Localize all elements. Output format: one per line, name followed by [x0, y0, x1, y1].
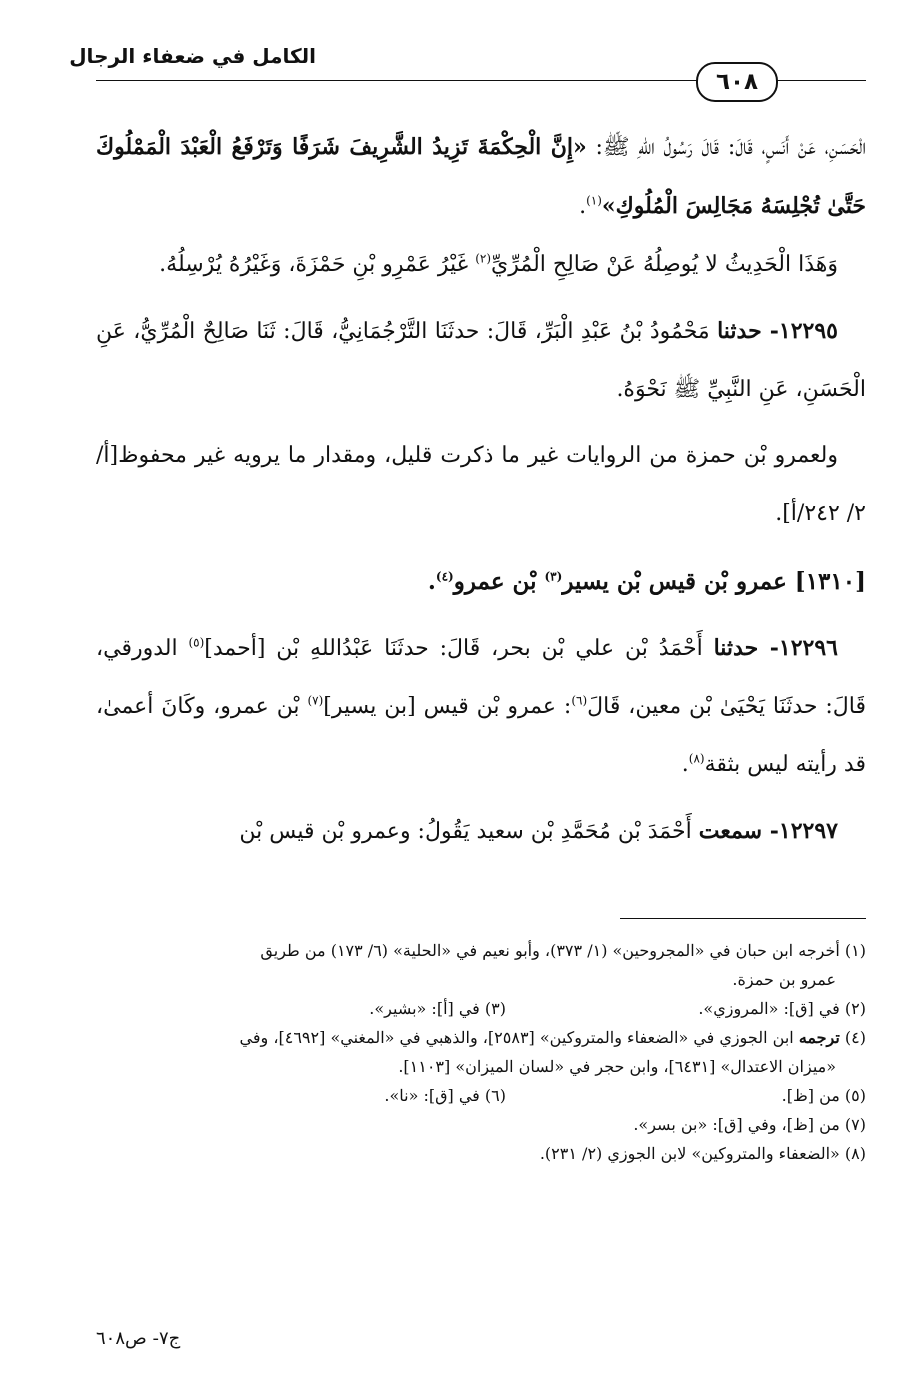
heading-text: . — [427, 568, 436, 595]
heading-text: بْن عمرو — [453, 568, 545, 595]
text-run: : عمرو بْن قيس [بن يسير] — [323, 694, 572, 719]
main-text — [96, 118, 866, 861]
heading-text: [١٣١٠] عمرو بْن قيس بْن يسير — [562, 568, 866, 595]
footnote-ref: (٥) — [188, 635, 205, 650]
narration-lead: سمعت — [698, 818, 763, 844]
footnote-4-continuation: «ميزان الاعتدال» [٦٤٣١]، وابن حجر في «لسان الميزان» [١١٠٣]. — [398, 1057, 836, 1076]
footnote-ref: (٨) — [688, 751, 705, 766]
text-run: غَيْرُ عَمْرِو بْنِ حَمْزَةَ، وَغَيْرُهُ يُرْسِلُهُ. — [159, 252, 476, 277]
narration-number: ١٢٢٩٥- — [761, 318, 838, 344]
text-run: . — [681, 752, 689, 777]
volume-page-reference: ج٧- ص٦٠٨ — [96, 1328, 181, 1349]
hadith-quote: «إِنَّ الْحِكْمَةَ تَزِيدُ الشَّرِيفَ شَرَفًا وَتَرْفَعُ الْعَبْدَ الْمَمْلُوكَ حَتَّىٰ تُجْلِسَهُ مَجَالِسَ الْمُلُوكِ» — [96, 134, 866, 219]
footnote-ref: (٦) — [571, 693, 588, 708]
footnote-separator — [620, 918, 866, 919]
footnote-3: (٣) في [أ]: «بشير». — [369, 999, 506, 1018]
footnote-8: (٨) «الضعفاء والمتروكين» لابن الجوزي (٢/ ٢٣١). — [539, 1144, 866, 1163]
footnote-2: (٢) في [ق]: «المروزي». — [698, 999, 866, 1018]
footnote-ref: (٣) — [544, 569, 563, 584]
footnote-text: ابن الجوزي في «الضعفاء والمتروكين» [٢٥٨٣]، والذهبي في «المغني» [٤٦٩٢]، وفي — [239, 1028, 799, 1047]
text-run: الْحَسَنِ، عَنْ أَنَسٍ، قَالَ: قَالَ رَسُولُ اللهِ ﷺ: — [586, 135, 867, 160]
footnote-row-2-3 — [96, 994, 866, 1023]
text-run: أَحْمَدَ بْن مُحَمَّدِ بْن سعيد يَقُولُ: وعمرو بْن قيس بْن — [239, 819, 699, 844]
manuscript-ref: [أ/ ٢/ ٢٤٢/أ]. — [96, 443, 866, 526]
paragraph-narration-12295 — [96, 302, 866, 419]
footnote-ref: (٤) — [435, 569, 454, 584]
footnote-lead: ترجمه — [798, 1028, 840, 1047]
paragraph-comment — [96, 236, 866, 294]
paragraph-narration-12296 — [96, 619, 866, 794]
narration-lead: حدثنا — [717, 318, 762, 344]
text-run: مَحْمُودُ بْنُ عَبْدِ الْبَرِّ، قَالَ: حدثَنَا التَّرْجُمَانِيُّ، قَالَ: ثَنَا صَالِحٌ الْمُرِّيُّ، عَنِ الْحَسَنِ، عَنِ النَّبِيِّ ﷺ نَحْوَهُ. — [96, 319, 866, 402]
text-run: أَحْمَدُ بْن علي بْن بحر، قَالَ: حدثَنَا عَبْدُاللهِ بْن [أحمد] — [204, 636, 714, 661]
footnote-ref: (٢) — [475, 251, 492, 266]
paragraph-narration-12297 — [96, 802, 866, 861]
text-run: وَهَذَا الْحَدِيثُ لا يُوصِلُهُ عَنْ صَالِحِ الْمُرِّيِّ — [491, 252, 838, 277]
footnote-1: (١) أخرجه ابن حبان في «المجروحين» (١/ ٣٧٣)، وأبو نعيم في «الحلية» (٦/ ١٧٣) من طريق — [260, 941, 866, 960]
footnote-4 — [96, 1023, 866, 1052]
running-header-title: الكامل في ضعفاء الرجال — [69, 44, 316, 68]
paragraph-remark — [96, 427, 866, 543]
text-run: . — [579, 194, 587, 219]
paragraph-hadith-text — [96, 118, 866, 236]
text-run: الدورقي، قَالَ: حدثَنَا يَحْيَىٰ بْن معين، قَالَ — [96, 636, 867, 719]
text-run: ولعمرو بْن حمزة من الروايات غير ما ذكرت قليل، ومقدار ما يرويه غير محفوظ — [118, 443, 838, 468]
footnote-5: (٥) من [ظ]. — [781, 1086, 866, 1105]
footnote-ref: (٧) — [307, 693, 324, 708]
footnote-1-continuation: عمرو بن حمزة. — [732, 970, 836, 989]
narration-lead: حدثنا — [713, 635, 759, 661]
footnote-row-5-6 — [96, 1081, 866, 1110]
footnotes — [96, 936, 866, 1168]
narration-number: ١٢٢٩٧- — [762, 818, 838, 844]
footnote-number: (٤) — [839, 1028, 866, 1047]
footnote-6: (٦) في [ق]: «نا». — [384, 1086, 506, 1105]
page-number-badge: ٦٠٨ — [696, 62, 778, 102]
footnote-7: (٧) من [ظ]، وفي [ق]: «بن بسر». — [633, 1115, 866, 1134]
narration-number: ١٢٢٩٦- — [758, 635, 838, 661]
text-run: بْن عمرو، وكَانَ أعمىٰ، قد رأيته ليس بثقة — [96, 694, 866, 777]
entry-heading — [96, 553, 866, 611]
footnote-ref: (١) — [586, 193, 602, 208]
